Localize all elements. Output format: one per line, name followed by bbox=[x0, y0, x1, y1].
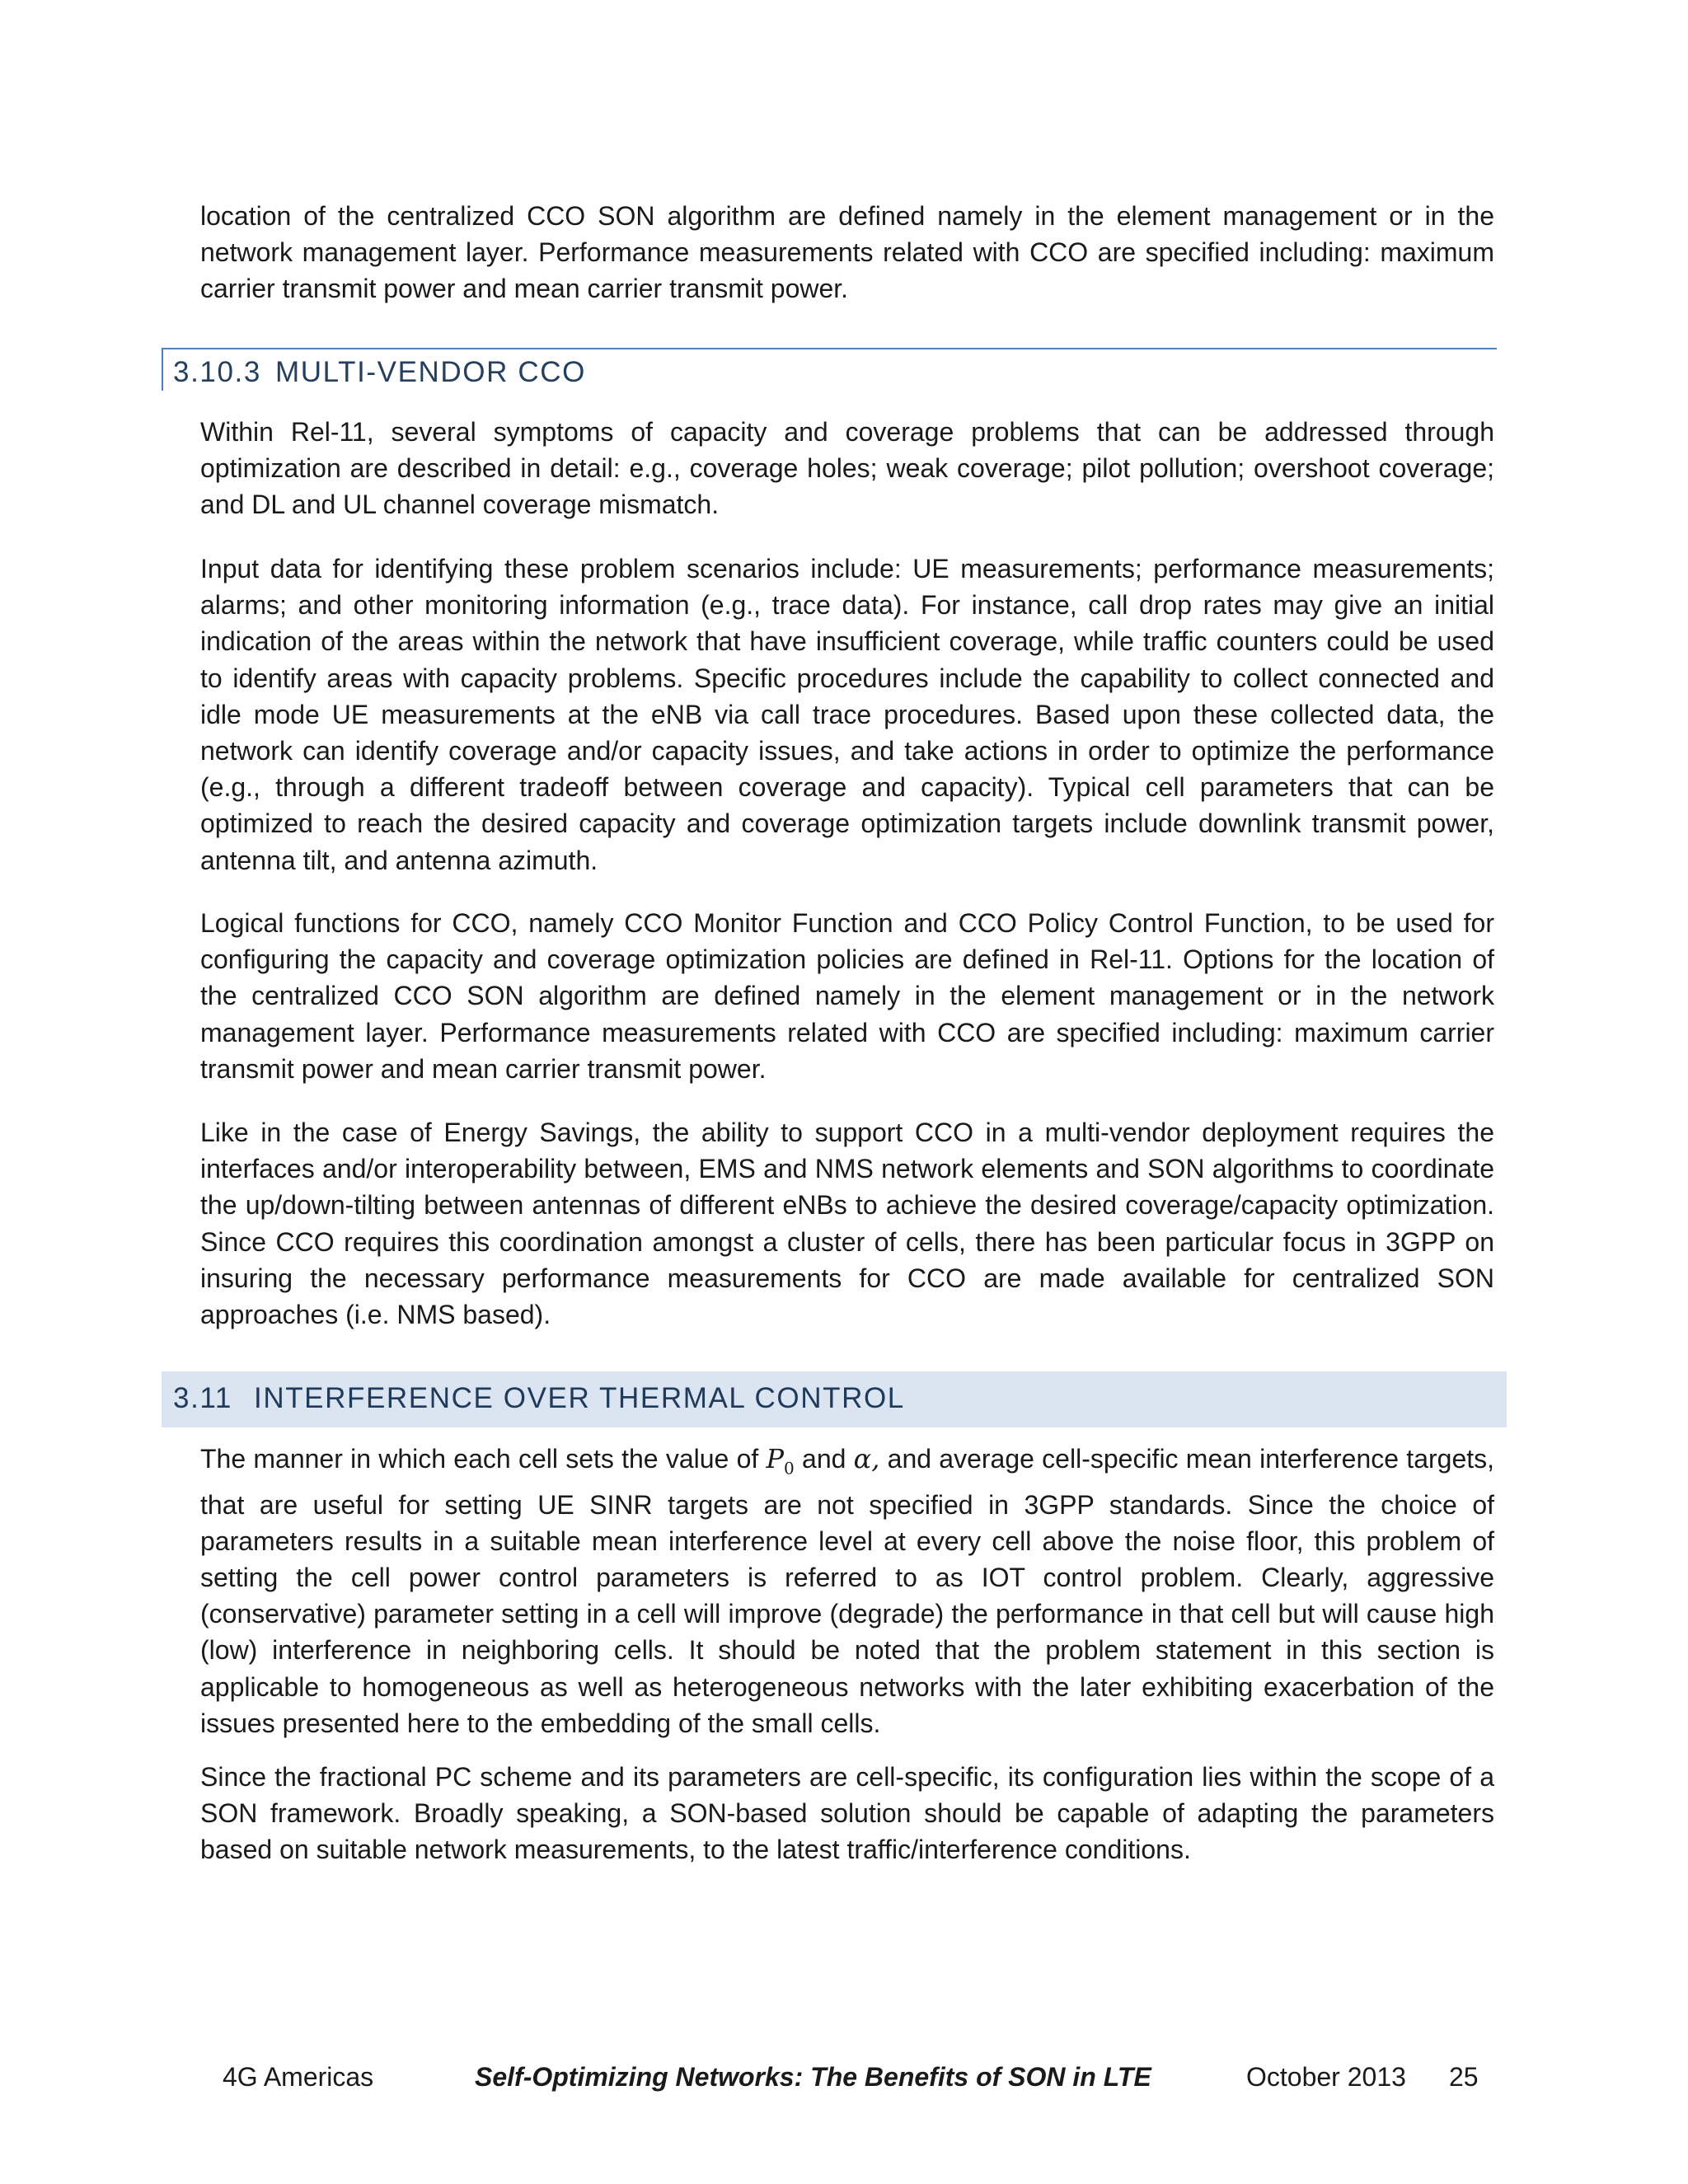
text-run: and average cell-specific mean interference targets, that are useful for setting UE SINR targets are not specified in 3GPP standards. Since the choice of parameters results in a suitable mean interference level at every cell above the noise floor, this problem of setting the cell power control parameters is referred to as IOT control problem. Clearly, aggressive (conservative) parameter setting in a cell will improve (degrade) the performance in that cell but will cause high (low) interference in neighboring cells. It should be noted that the problem statement in this section is applicable to homogeneous as well as heterogeneous networks with the later exhibiting exacerbation of the issues presented here to the embedding of the small cells. bbox=[200, 1444, 1495, 1738]
paragraph-fractional-pc: Since the fractional PC scheme and its parameters are cell-specific, its configuration lies within the scope of a SON framework. Broadly speaking, a SON-based solution should be capable of adapting the parameters based on suitable network measurements, to the latest traffic/interference conditions. bbox=[200, 1762, 1494, 1865]
math-p0 bbox=[766, 1443, 795, 1479]
section-number: 3.10.3 bbox=[173, 356, 261, 388]
footer-date: October 2013 bbox=[1246, 2062, 1406, 2092]
paragraph-logical-functions: Logical functions for CCO, namely CCO Monitor Function and CCO Policy Control Function, to be used for configuring the capacity and coverage optimization policies are defined in Rel-11. Options for the location of the centralized CCO SON algorithm are defined namely in the element management or in the network management layer. Performance measurements related with CCO are specified including: maximum carrier transmit power and mean carrier transmit power. bbox=[200, 908, 1494, 1084]
math-alpha: α, bbox=[853, 1443, 880, 1474]
paragraph-rel11-symptoms: Within Rel-11, several symptoms of capacity and coverage problems that can be addressed through optimization are described in detail: e.g., coverage holes; weak coverage; pilot pollution; overshoot coverage; and DL and UL channel coverage mismatch. bbox=[200, 417, 1494, 520]
text-run: and bbox=[794, 1444, 854, 1474]
section-heading-3-10-3 bbox=[162, 348, 1497, 391]
paragraph-continued: location of the centralized CCO SON algorithm are defined namely in the element management or in the network management layer. Performance measurements related with CCO are specified including: maximum carrier transmit power and mean carrier transmit power. bbox=[200, 201, 1494, 304]
footer-page-number: 25 bbox=[1449, 2062, 1479, 2092]
section-title: MULTI-VENDOR CCO bbox=[275, 356, 586, 388]
paragraph-iot-control bbox=[200, 1441, 1494, 1741]
section-heading-3-11 bbox=[162, 1371, 1507, 1427]
paragraph-input-data: Input data for identifying these problem scenarios include: UE measurements; performance measurements; alarms; and other monitoring information (e.g., trace data). For instance, call drop rates may give an initial indication of the areas within the network that have insufficient coverage, while traffic counters could be used to identify areas with capacity problems. Specific procedures include the capability to collect connected and idle mode UE measurements at the eNB via call trace procedures. Based upon these collected data, the network can identify coverage and/or capacity issues, and take actions in order to optimize the performance (e.g., through a different tradeoff between coverage and capacity). Typical cell parameters that can be optimized to reach the desired capacity and coverage optimization targets include downlink transmit power, antenna tilt, and antenna azimuth. bbox=[200, 554, 1494, 875]
math-subscript: 0 bbox=[784, 1458, 795, 1479]
footer-org: 4G Americas bbox=[223, 2062, 374, 2092]
math-symbol: P bbox=[766, 1443, 785, 1474]
paragraph-multivendor: Like in the case of Energy Savings, the ability to support CCO in a multi-vendor deployment requires the interfaces and/or interoperability between, EMS and NMS network elements and SON algorithms to coordinate the up/down-tilting between antennas of different eNBs to achieve the desired coverage/capacity optimization. Since CCO requires this coordination amongst a cluster of cells, there has been particular focus in 3GPP on insuring the necessary performance measurements for CCO are made available for centralized SON approaches (i.e. NMS based). bbox=[200, 1118, 1494, 1330]
text-run: The manner in which each cell sets the value of bbox=[200, 1444, 767, 1474]
section-title: INTERFERENCE OVER THERMAL CONTROL bbox=[254, 1382, 905, 1414]
section-number: 3.11 bbox=[173, 1382, 232, 1414]
footer-title: Self-Optimizing Networks: The Benefits of SON in LTE bbox=[475, 2062, 1151, 2092]
